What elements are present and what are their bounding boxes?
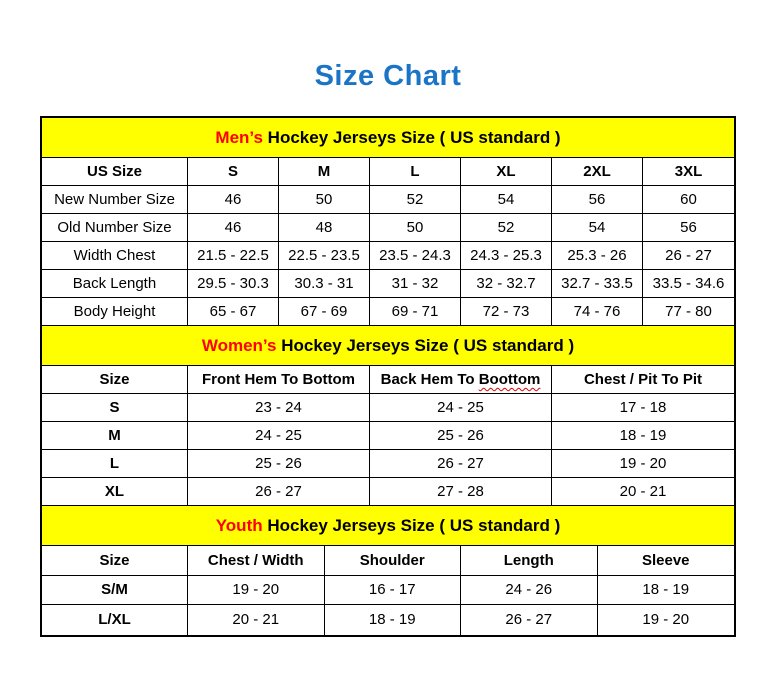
value-cell: 54 <box>552 214 643 242</box>
column-header-cell-misspelled <box>370 366 552 394</box>
column-header-cell: M <box>279 158 370 186</box>
youth-heading-text: Hockey Jerseys Size ( US standard ) <box>262 515 561 535</box>
youth-heading-highlight: Youth <box>215 515 263 535</box>
value-cell: 48 <box>279 214 370 242</box>
row-label-cell: Body Height <box>42 298 188 326</box>
value-cell: 50 <box>279 186 370 214</box>
row-label-cell: New Number Size <box>42 186 188 214</box>
value-cell: 20 - 21 <box>552 478 734 506</box>
size-chart-table <box>40 116 736 637</box>
value-cell: 52 <box>461 214 552 242</box>
value-cell: 22.5 - 23.5 <box>279 242 370 270</box>
value-cell: 72 - 73 <box>461 298 552 326</box>
page-title: Size Chart <box>314 60 462 92</box>
row-label-cell: M <box>42 422 188 450</box>
column-header-cell: Size <box>42 366 188 394</box>
mens-heading-highlight: Men’s <box>215 127 263 147</box>
row-label-cell: Old Number Size <box>42 214 188 242</box>
value-cell: 77 - 80 <box>643 298 734 326</box>
value-cell: 54 <box>461 186 552 214</box>
value-cell: 25.3 - 26 <box>552 242 643 270</box>
value-cell: 23 - 24 <box>188 394 370 422</box>
value-cell: 30.3 - 31 <box>279 270 370 298</box>
womens-size-table <box>42 366 734 506</box>
value-cell: 26 - 27 <box>188 478 370 506</box>
value-cell: 18 - 19 <box>552 422 734 450</box>
column-header-cell: US Size <box>42 158 188 186</box>
row-label-cell: S <box>42 394 188 422</box>
row-label-cell: XL <box>42 478 188 506</box>
column-header-cell: Front Hem To Bottom <box>188 366 370 394</box>
value-cell: 25 - 26 <box>370 422 552 450</box>
value-cell: 65 - 67 <box>188 298 279 326</box>
row-label-cell: Width Chest <box>42 242 188 270</box>
value-cell: 19 - 20 <box>188 576 325 606</box>
value-cell: 46 <box>188 214 279 242</box>
row-label-cell: S/M <box>42 576 188 606</box>
mens-heading-text: Hockey Jerseys Size ( US standard ) <box>262 127 561 147</box>
column-header-cell: Sleeve <box>598 546 735 576</box>
column-header-cell: Size <box>42 546 188 576</box>
value-cell: 52 <box>370 186 461 214</box>
value-cell: 21.5 - 22.5 <box>188 242 279 270</box>
column-header-cell: XL <box>461 158 552 186</box>
mens-size-table <box>42 158 734 326</box>
column-header-cell: Chest / Width <box>188 546 325 576</box>
value-cell: 24 - 25 <box>370 394 552 422</box>
value-cell: 18 - 19 <box>325 605 462 635</box>
value-cell: 26 - 27 <box>370 450 552 478</box>
value-cell: 26 - 27 <box>643 242 734 270</box>
column-header-cell: Length <box>461 546 598 576</box>
value-cell: 74 - 76 <box>552 298 643 326</box>
value-cell: 56 <box>552 186 643 214</box>
value-cell: 32 - 32.7 <box>461 270 552 298</box>
value-cell: 32.7 - 33.5 <box>552 270 643 298</box>
value-cell: 27 - 28 <box>370 478 552 506</box>
column-header-cell: Shoulder <box>325 546 462 576</box>
value-cell: 56 <box>643 214 734 242</box>
value-cell: 60 <box>643 186 734 214</box>
value-cell: 24.3 - 25.3 <box>461 242 552 270</box>
value-cell: 19 - 20 <box>642 611 690 629</box>
row-label-cell: L <box>42 450 188 478</box>
youth-size-table <box>42 546 734 635</box>
value-cell: 69 - 71 <box>370 298 461 326</box>
column-header-cell: 2XL <box>552 158 643 186</box>
column-header-cell: Chest / Pit To Pit <box>552 366 734 394</box>
column-header-text: Back Hem To <box>380 371 479 388</box>
value-cell: 26 - 27 <box>461 605 598 635</box>
womens-heading-highlight: Women’s <box>201 335 277 355</box>
value-cell: 33.5 - 34.6 <box>643 270 734 298</box>
value-cell: 67 - 69 <box>279 298 370 326</box>
value-cell: 23.5 - 24.3 <box>370 242 461 270</box>
row-label-cell: L/XL <box>42 605 188 635</box>
youth-section-header <box>42 506 734 546</box>
value-cell: 24 - 26 <box>461 576 598 606</box>
value-cell: 20 - 21 <box>188 605 325 635</box>
value-cell: 17 - 18 <box>552 394 734 422</box>
row-label-cell: Back Length <box>42 270 188 298</box>
value-cell: 29.5 - 30.3 <box>188 270 279 298</box>
womens-heading-text: Hockey Jerseys Size ( US standard ) <box>276 335 575 355</box>
value-cell: 31 - 32 <box>370 270 461 298</box>
value-cell: 19 - 20 <box>552 450 734 478</box>
value-cell: 16 - 17 <box>325 576 462 606</box>
value-cell: 46 <box>188 186 279 214</box>
value-cell: 18 - 19 <box>598 576 735 606</box>
column-header-cell: S <box>188 158 279 186</box>
misspelled-word-squiggle: Boottom <box>478 371 541 388</box>
value-cell: 25 - 26 <box>188 450 370 478</box>
column-header-cell: 3XL <box>643 158 734 186</box>
womens-section-header <box>42 326 734 366</box>
value-cell: 24 - 25 <box>188 422 370 450</box>
mens-section-header <box>42 118 734 158</box>
column-header-cell: L <box>370 158 461 186</box>
value-cell: 50 <box>370 214 461 242</box>
